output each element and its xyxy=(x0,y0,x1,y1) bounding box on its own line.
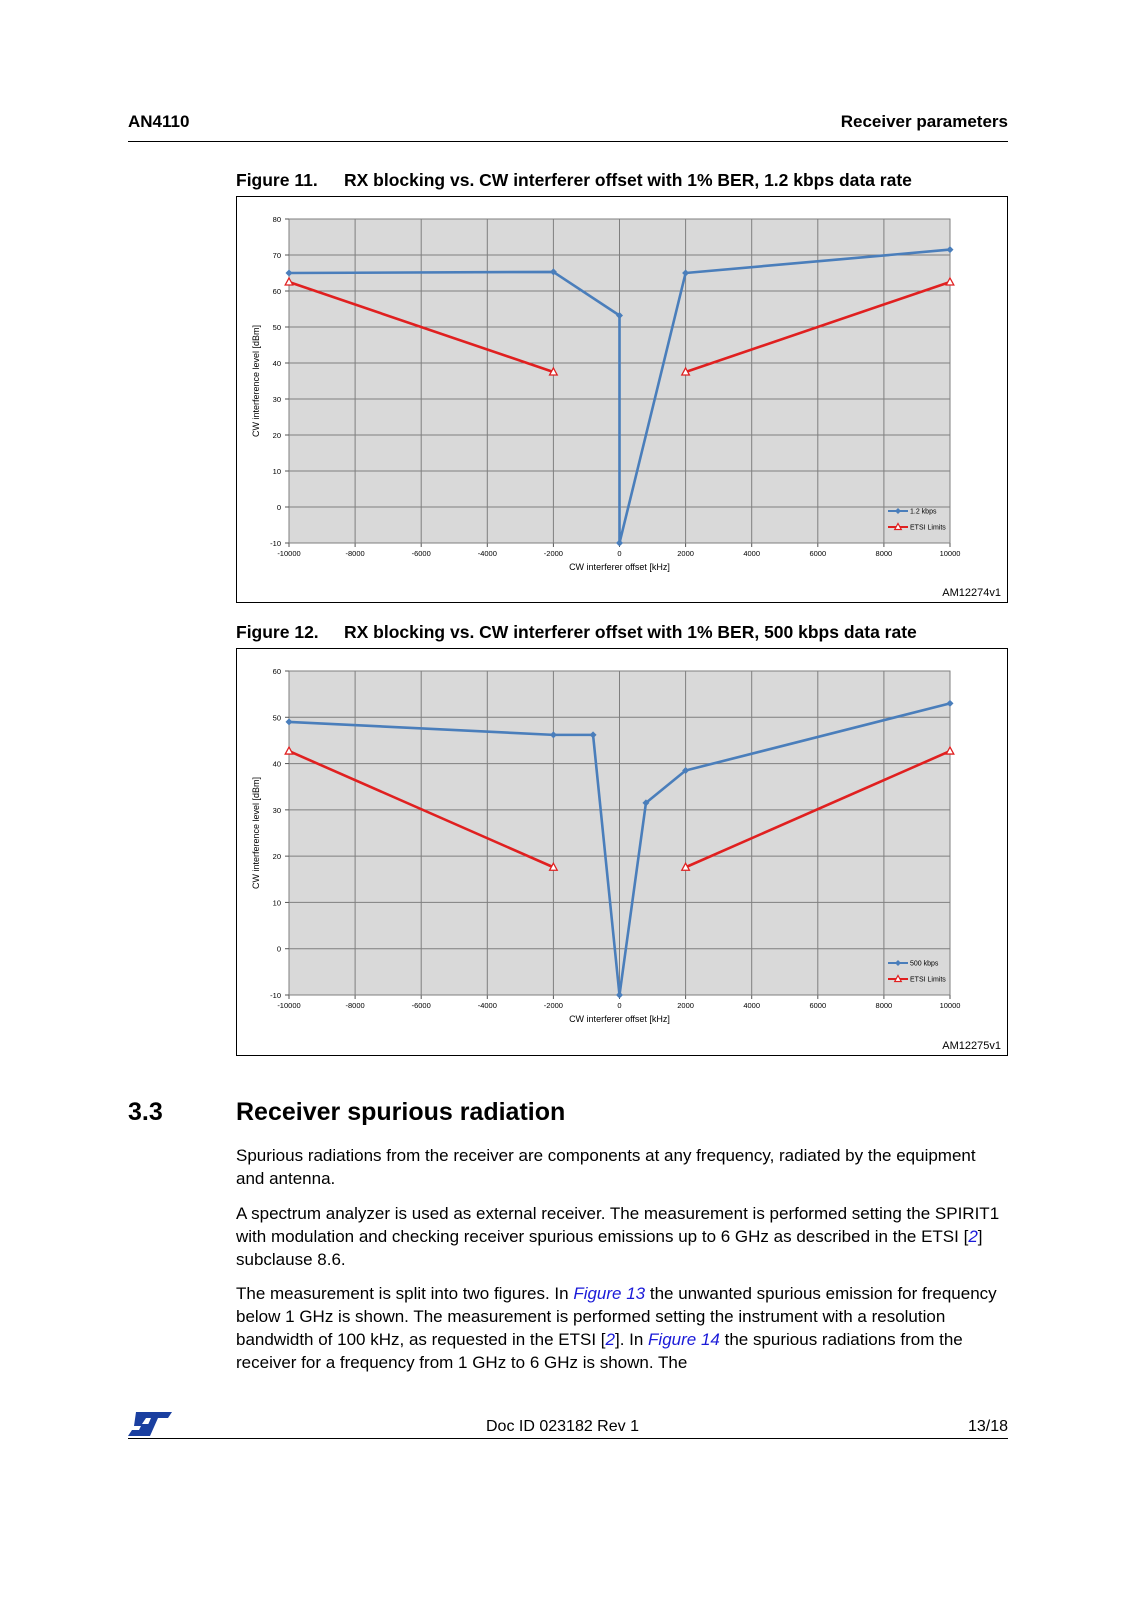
x-tick-label: 4000 xyxy=(743,1001,761,1010)
section-title: Receiver spurious radiation xyxy=(236,1098,566,1126)
y-tick-label: 50 xyxy=(272,713,281,723)
x-tick-label: 6000 xyxy=(809,549,827,558)
section-number: 3.3 xyxy=(128,1098,163,1126)
x-tick-label: -4000 xyxy=(477,1001,497,1010)
figure-11-chart-box xyxy=(236,196,1008,603)
legend-label: ETSI Limits xyxy=(910,524,946,532)
x-tick-label: -2000 xyxy=(543,549,563,558)
header-rule xyxy=(128,141,1008,142)
y-tick-label: 0 xyxy=(276,944,281,954)
header-doc-title: AN4110 xyxy=(128,112,190,131)
y-tick-label: 60 xyxy=(272,667,281,676)
figure-11-chart xyxy=(237,197,1007,602)
x-tick-label: -6000 xyxy=(411,1001,431,1010)
y-tick-label: 50 xyxy=(272,323,281,332)
x-tick-label: -6000 xyxy=(411,549,431,558)
figure-caption-text: RX blocking vs. CW interferer offset with 1% BER, 1.2 kbps data rate xyxy=(344,170,912,190)
y-tick-label: 0 xyxy=(276,503,281,512)
y-tick-label: 80 xyxy=(272,215,281,224)
figure-caption-text: RX blocking vs. CW interferer offset with 1% BER, 500 kbps data rate xyxy=(344,622,917,642)
figure-12-chart xyxy=(237,649,1007,1055)
text: A spectrum analyzer is used as external receiver. The measurement is performed setting the SPIRIT1 with modulation and checking receiver spurious emissions up to 6 GHz as described in the ETSI [ xyxy=(236,1204,1000,1246)
reference-link[interactable]: 2 xyxy=(968,1227,978,1246)
x-tick-label: 2000 xyxy=(677,549,694,558)
x-tick-label: -8000 xyxy=(345,1001,365,1010)
y-tick-label: 30 xyxy=(272,805,281,815)
x-tick-label: 8000 xyxy=(875,549,893,558)
figure-ref-id: AM12274v1 xyxy=(942,587,1001,599)
header-section-title: Receiver parameters xyxy=(840,112,1008,131)
y-tick-label: 40 xyxy=(272,759,281,769)
figure-12-chart-box xyxy=(236,648,1008,1056)
figure-link[interactable]: Figure 13 xyxy=(573,1284,646,1303)
text: ]. In xyxy=(614,1330,649,1349)
figure-number: Figure 12. xyxy=(236,622,319,642)
y-tick-label: 10 xyxy=(272,467,281,476)
x-tick-label: 0 xyxy=(617,1001,622,1010)
legend-label: ETSI Limits xyxy=(910,976,946,984)
figure-number: Figure 11. xyxy=(236,170,318,190)
x-tick-label: 4000 xyxy=(743,549,761,558)
y-tick-label: 20 xyxy=(272,431,281,440)
x-tick-label: 10000 xyxy=(939,549,961,558)
figure-11-caption xyxy=(236,170,912,191)
legend-label: 1.2 kbps xyxy=(910,508,937,516)
x-tick-label: -10000 xyxy=(277,549,301,558)
y-axis-label: CW interference level [dBm] xyxy=(251,776,261,890)
paragraph-3 xyxy=(236,1282,1006,1374)
paragraph-2 xyxy=(236,1202,1006,1271)
figure-12-caption xyxy=(236,622,917,643)
figure-link[interactable]: Figure 14 xyxy=(648,1330,720,1349)
x-tick-label: -2000 xyxy=(543,1001,563,1010)
x-tick-label: 2000 xyxy=(677,1001,694,1010)
st-logo-icon xyxy=(128,1410,172,1436)
y-tick-label: -10 xyxy=(270,991,281,1000)
footer-page-number: 13/18 xyxy=(967,1418,1008,1435)
x-axis-label: CW interferer offset [kHz] xyxy=(569,562,670,572)
y-tick-label: 30 xyxy=(272,395,281,404)
y-tick-label: 20 xyxy=(272,852,281,862)
x-axis-label: CW interferer offset [kHz] xyxy=(569,1014,670,1024)
x-tick-label: -8000 xyxy=(345,549,365,558)
y-tick-label: 10 xyxy=(272,898,281,908)
y-tick-label: 40 xyxy=(272,359,281,368)
y-tick-label: 60 xyxy=(272,287,281,296)
x-tick-label: 6000 xyxy=(809,1001,827,1010)
x-tick-label: -10000 xyxy=(277,1001,301,1010)
text: The measurement is split into two figures. In xyxy=(236,1284,574,1303)
x-tick-label: 0 xyxy=(617,549,622,558)
y-axis-label: CW interference level [dBm] xyxy=(251,324,261,438)
text: the spurious radiations from the receiver for a frequency from 1 GHz to 6 GHz is shown. The xyxy=(236,1330,963,1372)
x-tick-label: 8000 xyxy=(875,1001,893,1010)
x-tick-label: 10000 xyxy=(939,1001,961,1010)
y-tick-label: -10 xyxy=(270,539,281,548)
paragraph-1: Spurious radiations from the receiver are components at any frequency, radiated by the equipment and antenna. xyxy=(236,1146,976,1188)
x-tick-label: -4000 xyxy=(477,549,497,558)
text: the unwanted spurious emission for frequency below 1 GHz is shown. The measurement is performed setting the instrument with a resolution bandwidth of 100 kHz, as requested in the ETSI [ xyxy=(236,1284,997,1349)
footer-doc-id: Doc ID 023182 Rev 1 xyxy=(486,1418,639,1435)
reference-link[interactable]: 2 xyxy=(605,1330,615,1349)
footer-rule xyxy=(128,1438,1008,1439)
figure-ref-id: AM12275v1 xyxy=(942,1040,1001,1052)
legend-label: 500 kbps xyxy=(910,960,939,968)
y-tick-label: 70 xyxy=(272,251,281,260)
text: ] subclause 8.6. xyxy=(236,1227,983,1269)
